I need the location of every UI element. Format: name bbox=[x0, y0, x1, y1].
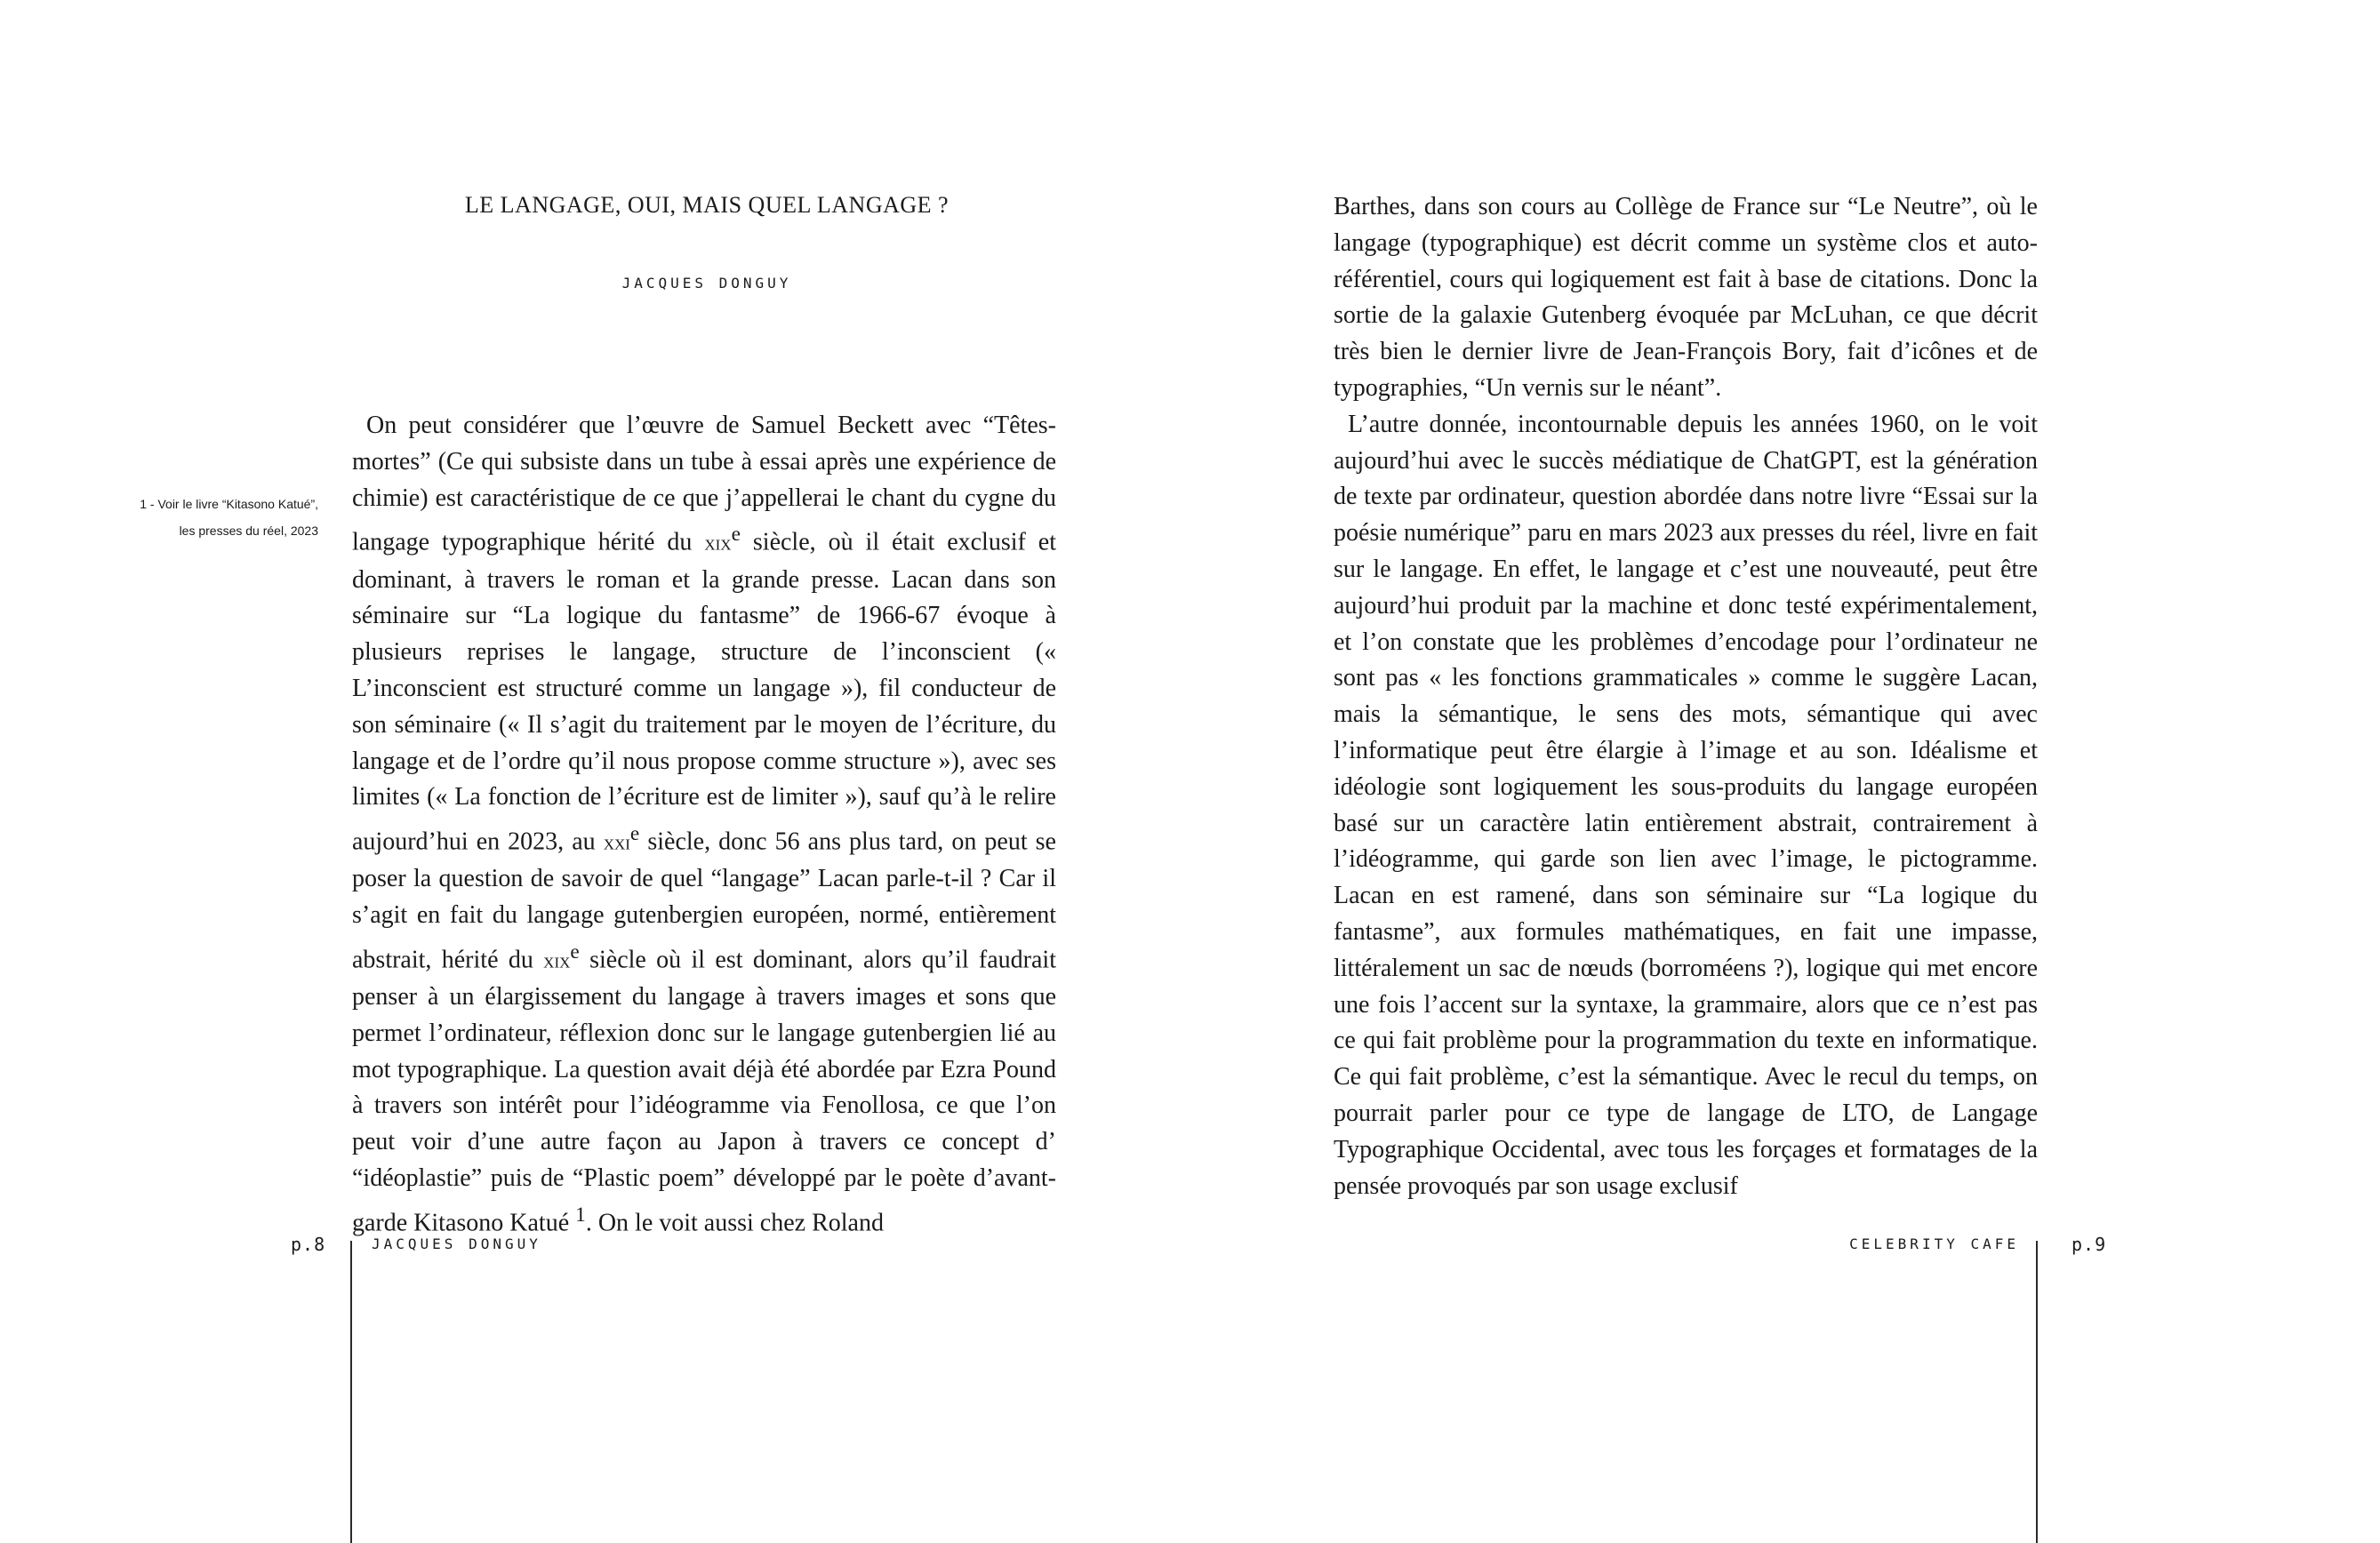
text-run: siècle, donc 56 ans plus tard, on peut se poser la question de savoir de quel “langage” Lacan parle-t-il ? Car il s’agit en fait du langage gutenbergien européen, normé, entièrement abstrait, hérité du bbox=[352, 827, 1056, 974]
body-paragraph: Barthes, dans son cours au Collège de France sur “Le Neutre”, où le langage (typographique) est décrit comme un système clos et auto-référentiel, cours qui logiquement est fait à base de citations. Donc la sortie de la galaxie Gutenberg évoquée par McLuhan, ce que décrit très bien le dernier livre de Jean-François Bory, fait d’icônes et de typographies, “Un vernis sur le néant”. bbox=[1334, 193, 2038, 402]
footnote bbox=[107, 491, 318, 544]
text-run: On peut considérer que l’œuvre de Samuel Beckett avec “Têtes-mortes” (Ce qui subsiste dans un tube à essai après une expérience de chimie) est caractéristique de ce que j’appellerai le chant du cygne du langage typographique hérité du bbox=[352, 412, 1056, 556]
superscript: e bbox=[731, 523, 741, 547]
body-paragraph: L’autre donnée, incontournable depuis les années 1960, on le voit aujourd’hui avec le succès médiatique de ChatGPT, est la génération de texte par ordinateur, question abordée dans notre livre “Essai sur la poésie numérique” paru en mars 2023 aux presses du réel, livre en fait sur le langage. En effet, le langage et c’est une nouveauté, peut être aujourd’hui produit par la machine et donc testé expérimentalement, et l’on constate que les problèmes d’encodage pour l’ordinateur ne sont pas « les fonctions grammaticales » comme le suggère Lacan, mais la sémantique, le sens des mots, sémantique qui avec l’informatique peut être élargie à l’image et au son. Idéalisme et idéologie sont logiquement les sous-produits du langage européen basé sur un caractère latin entièrement abstrait, contrairement à l’idéogramme, qui garde son lien avec l’image, le pictogramme. Lacan en est ramené, dans son séminaire sur “La logique du fantasme”, aux formules mathématiques, en fait une impasse, littéralement un sac de nœuds (borroméens ?), logique qui met encore une fois l’accent sur la syntaxe, la grammaire, alors que ce n’est pas ce qui fait problème pour la programmation du texte en informatique. Ce qui fait problème, c’est la sémantique. Avec le recul du temps, on pourrait parler pour ce type de langage de LTO, de Langage Typographique Occidental, avec tous les forçages et formatages de la pensée provoqués par son usage exclusif bbox=[1334, 410, 2038, 1200]
body-paragraph bbox=[352, 408, 1056, 1242]
running-head-right: CELEBRITY CAFE bbox=[1849, 1235, 2019, 1252]
left-body-column bbox=[352, 408, 1056, 1242]
article-title: LE LANGAGE, OUI, MAIS QUEL LANGAGE ? bbox=[464, 192, 950, 218]
footnote-reference: 1 bbox=[575, 1203, 586, 1227]
century-numeral: xix bbox=[704, 532, 732, 556]
running-head-left: JACQUES DONGUY bbox=[372, 1235, 541, 1252]
text-run: . On le voit aussi chez Roland bbox=[585, 1209, 884, 1237]
footnote-line: les presses du réel, 2023 bbox=[179, 524, 318, 538]
page-number-left: p.8 bbox=[291, 1234, 326, 1255]
text-run: siècle où il est dominant, alors qu’il faudrait penser à un élargissement du langage à travers images et sons que permet l’ordinateur, réflexion donc sur le langage gutenbergien lié au mot typographique. La question avait déjà été abordée par Ezra Pound à travers son intérêt pour l’idéogramme via Fenollosa, ce que l’on peut voir d’une autre façon au Japon à travers ce concept d’ “idéoplastie” puis de “Plastic poem” développé par le poète d’avant-garde Kitasono Katué bbox=[352, 946, 1056, 1237]
superscript: e bbox=[629, 822, 640, 846]
century-numeral: xix bbox=[543, 949, 571, 973]
footnote-line: 1 - Voir le livre “Kitasono Katué”, bbox=[140, 497, 318, 511]
article-author: JACQUES DONGUY bbox=[621, 275, 792, 292]
superscript: e bbox=[570, 939, 580, 963]
right-body-column bbox=[1334, 189, 2038, 1204]
left-margin-rule bbox=[350, 1241, 352, 1543]
page-number-right: p.9 bbox=[2071, 1234, 2107, 1255]
century-numeral: xxi bbox=[603, 831, 630, 855]
right-margin-rule bbox=[2036, 1241, 2038, 1543]
text-run: siècle, où il était exclusif et dominant, à travers le roman et la grande presse. Lacan dans son séminaire sur “La logique du fantasme” de 1966-67 évoque à plusieurs reprises le langage, structure de l’inconscient (« L’inconscient est structuré comme un langage »), fil conducteur de son séminaire (« Il s’agit du traitement par le moyen de l’écriture, du langage et de l’ordre qu’il nous propose comme structure »), avec ses limites (« La fonction de l’écriture est de limiter »), sauf qu’à le relire aujourd’hui en 2023, au bbox=[352, 528, 1056, 856]
